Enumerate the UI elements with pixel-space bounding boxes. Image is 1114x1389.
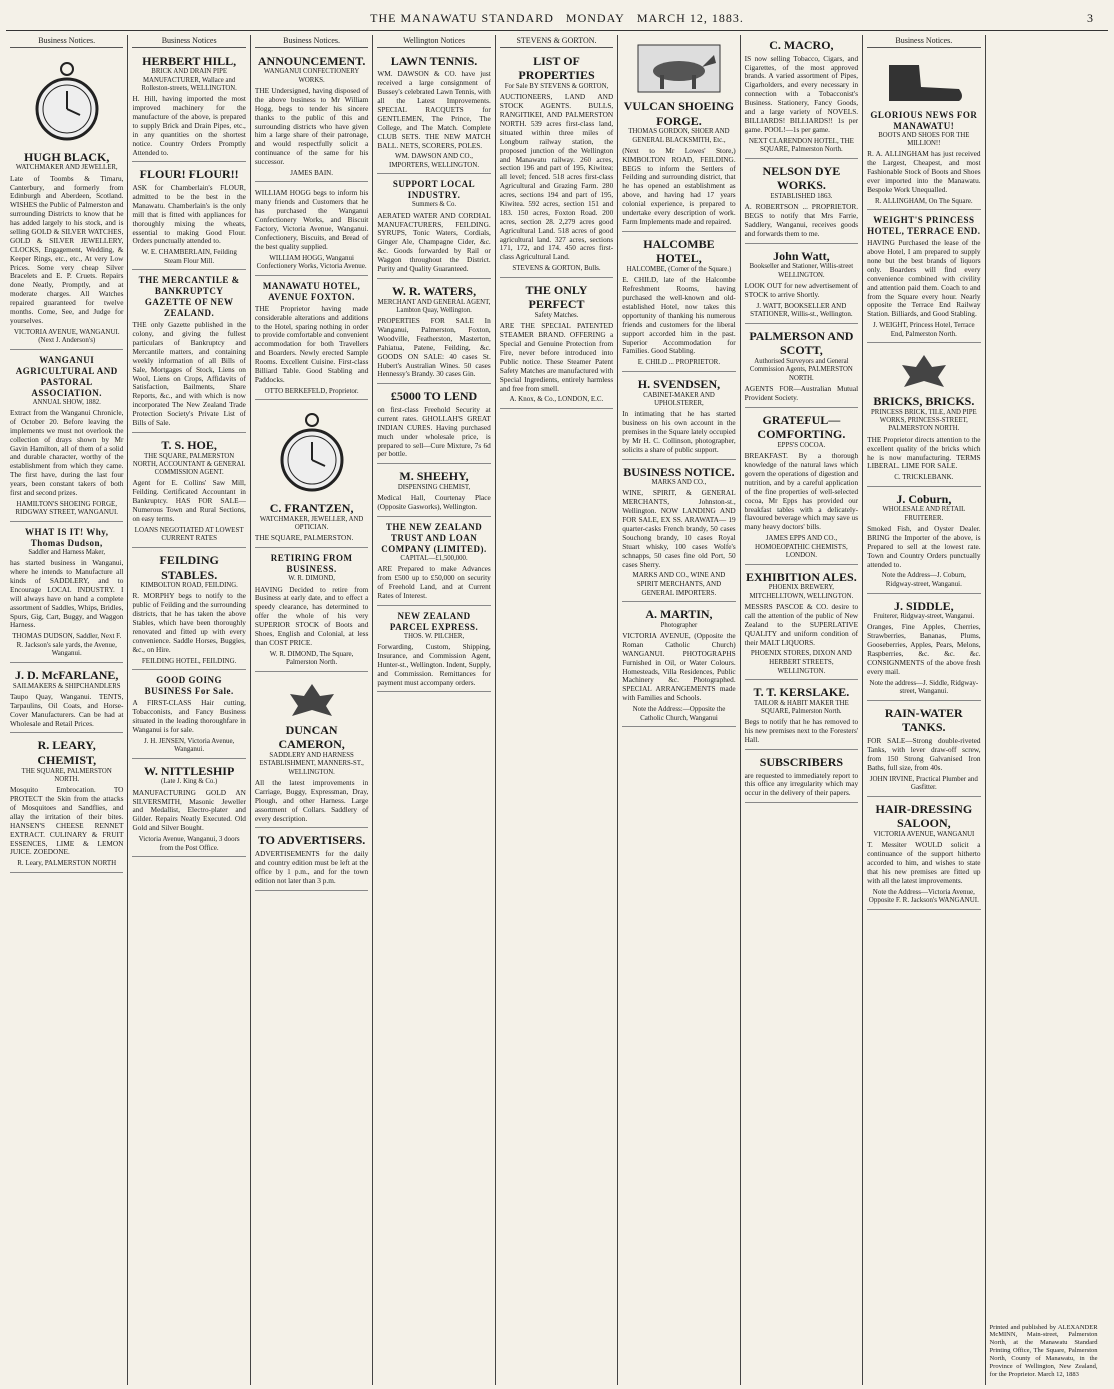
- advert-subtitle: BRICK AND DRAIN PIPE MANUFACTURER, Wallace and Rolleston-streets, WELLINGTON.: [141, 68, 237, 92]
- advert-subtitle: Summers & Co.: [412, 201, 457, 209]
- advertisement: [10, 352, 123, 522]
- advert-signature: OTTO BERKEFELD, Proprietor.: [264, 386, 359, 395]
- masthead-date: MARCH 12, 1883.: [636, 10, 744, 25]
- advert-body: All the latest improvements in Carriage, Buggy, Expressman, Dray, Plough, and other Harness. Large assortment of Collars. Saddlery of every description.: [254, 777, 369, 823]
- advert-subtitle: HALCOMBE, (Corner of the Square.): [626, 266, 732, 274]
- advertisement: [622, 462, 735, 603]
- advert-body: AUCTIONEERS, LAND AND STOCK AGENTS. BULLS, RANGITIKEI, AND PALMERSTON NORTH. 539 acres first-class land, situated within three miles of Longburn railway station, the proposed junction of the Wellington and Manawatu railway. 260 acres, section 196 and part of 195, Kiwitea; all level; fenced. 518 acres first-class Agricultural and Grazing Farm. 280 acres, sections 194 and part of 195, Kiwitea. 592 acres, section 151 and 183. 150 acres, Foxton Road. 200 acres, section 28. 2,279 acres good Agricultural Land. 518 acres of good agricultural land. 327 acres, sections 171, 172, and 174. 450 acres first-class Agricultural Land.: [499, 92, 614, 262]
- advertisement: [867, 345, 980, 487]
- advertisement: [255, 278, 368, 400]
- advert-signature: NEXT CLARENDON HOTEL, THE SQUARE, Palmerston North.: [748, 136, 854, 154]
- advertisement: [622, 604, 735, 727]
- advert-subtitle: THE SQUARE, PALMERSTON NORTH, ACCOUNTANT & GENERAL COMMISSION AGENT.: [132, 452, 246, 477]
- advert-body: WINE, SPIRIT, & GENERAL MERCHANTS, Johnston-st., Wellington. NOW LANDING AND FOR SALE, EX SS. ARAWATA— 19 quarter-casks French brandy, 50 cases Souchong brandy, 10 cases Royal Stuart whisky, 100 cases Wolfe's schnapps, 50 cases fine old Port, 50 cases Sherry.: [622, 488, 736, 569]
- advert-title: GOOD GOING BUSINESS For Sale.: [144, 675, 234, 697]
- advert-body: THE Proprietor having made considerable alterations and additions to the Hotel, sparing nothing in order to provide comfortable and convenient accommodation for both Travellers and Boarders. Newly erected Sample Rooms. Excellent Cuisine. First-class Billiard Table. Good Stabling and Paddocks.: [254, 303, 369, 384]
- advert-signature: R. ALLINGHAM, On The Square.: [874, 196, 973, 205]
- advert-signature: Note the address—J. Siddle, Ridgway-street, Wanganui.: [869, 678, 979, 696]
- advert-subtitle: BOOTS AND SHOES FOR THE MILLION!!: [878, 131, 970, 147]
- advert-title: RETIRING FROM BUSINESS.: [270, 553, 353, 575]
- advertisement: [745, 326, 858, 408]
- advert-illustration: [867, 57, 980, 107]
- advert-signature: J. H. JENSEN, Victoria Avenue, Wanganui.: [144, 736, 235, 754]
- advert-title: BRICKS, BRICKS.: [873, 394, 975, 409]
- advert-body: R. MORPHY begs to notify to the public of Feilding and the surrounding districts, that he has taken the above Stables, which have been thoroughly renovated and fitted up with every convenience. Saddle Horses, Buggies, &c., on Hire.: [132, 591, 246, 654]
- advert-body: ASK for Chamberlain's FLOUR, admitted to be the best in the Manawatu. Chamberlain's is the only mill that is fitted with appliances for thoroughly mixing the wheats, essential to making Good Flour. Orders punctually attended to.: [132, 183, 246, 246]
- advertisement: [255, 550, 368, 672]
- advert-subtitle: SADDLERY AND HARNESS ESTABLISHMENT, MANNERS-ST., WELLINGTON.: [259, 752, 364, 776]
- advert-title: RAIN-WATER TANKS.: [884, 705, 963, 735]
- advert-body: on first-class Freehold Security at current rates. GHOLLAH'S GREAT INDIAN CURES. Having purchased much under wholesale price, is prepared to sell—Cure Mixture, 7s 6d per bottle.: [377, 404, 491, 459]
- advertisement: [622, 374, 735, 460]
- advert-subtitle: ESTABLISHED 1863.: [770, 192, 833, 200]
- advert-subtitle: Authorised Surveyors and General Commission Agents, PALMERSTON NORTH.: [749, 358, 853, 382]
- column-header: Wellington Notices: [377, 35, 490, 48]
- advert-signature: STEVENS & GORTON, Bulls.: [512, 264, 601, 273]
- advertisement: [255, 51, 368, 183]
- advertisement: [745, 682, 858, 750]
- advert-title: £5000 TO LEND: [390, 389, 478, 404]
- advert-body: AERATED WATER AND CORDIAL MANUFACTURERS, FEILDING. SYRUPS, Tonic Waters, Cordials, Ginger Ale, Champagne Cider, &c. &c. Goods forwarded by Rail or Waggon throughout the District. Purity and Quality Guaranteed.: [377, 210, 491, 274]
- advert-title: John Watt,: [773, 248, 830, 263]
- advertisement: [10, 665, 123, 733]
- imprint: Printed and published by ALEXANDER McMINN, Main-street, Palmerston North, at the Manawatu Standard Printing Office, The Square, Palmerston North, County of Manawatu, in the Province of Wellington, New Zealand, for the Proprietor. March 12, 1883: [989, 1323, 1098, 1379]
- advert-subtitle: SAILMAKERS & SHIPCHANDLERS: [12, 682, 121, 690]
- boot-icon: [879, 57, 969, 107]
- advertisement: [377, 608, 490, 693]
- column-4: [373, 35, 495, 1385]
- advert-signature: JAMES BAIN.: [290, 168, 333, 177]
- column-2: [128, 35, 250, 1385]
- masthead: [6, 6, 1108, 31]
- column-header: Business Notices.: [255, 35, 368, 48]
- advert-title: C. FRANTZEN,: [269, 501, 354, 516]
- advert-body: THE SQUARE, PALMERSTON.: [254, 533, 354, 543]
- advert-title: DUNCAN CAMERON,: [278, 722, 345, 752]
- column-6: [618, 35, 740, 1385]
- advertisement: [10, 735, 123, 872]
- advertisement: [745, 752, 858, 803]
- advert-signature: W. E. CHAMBERLAIN, Feilding Steam Flour Mill.: [141, 248, 237, 265]
- advert-title: J. Coburn,: [896, 491, 952, 506]
- advert-body: THE Undersigned, having disposed of the above business to Mr William Hogg, begs to tender his sincere thanks to the public of this and surrounding districts who have given him a large share of their patronage, and would respectfully solicit a continuance of the same for his successor.: [254, 85, 369, 167]
- advert-title: J. D. McFARLANE,: [15, 667, 119, 682]
- advert-subtitle: THE SQUARE, PALMERSTON NORTH.: [21, 767, 112, 783]
- column-header: STEVENS & GORTON.: [500, 35, 613, 48]
- advert-subtitle: For Sale BY STEVENS & GORTON,: [504, 83, 609, 90]
- advert-engraving-icon: [277, 408, 347, 498]
- advert-subtitle: VICTORIA AVENUE, WANGANUI: [873, 830, 975, 838]
- advert-title: MANAWATU HOTEL, AVENUE FOXTON.: [262, 280, 361, 302]
- advertisement: [500, 51, 613, 278]
- advert-signature: Victoria Avenue, Wanganui, 3 doors from the Post Office.: [138, 835, 240, 852]
- advert-title: SUPPORT LOCAL INDUSTRY.: [392, 179, 476, 201]
- advert-signature: PHOENIX STORES, DIXON AND HERBERT STREETS, WELLINGTON.: [750, 649, 852, 675]
- advert-title: FEILDING STABLES.: [159, 552, 219, 582]
- advert-signature: FEILDING HOTEL, FEILDING.: [141, 656, 237, 665]
- advert-subtitle: Fruiterer, Ridgway-street, Wanganui.: [873, 613, 975, 621]
- column-7: [741, 35, 863, 1385]
- advertisement: [132, 272, 245, 433]
- advert-body: H. Hill, having imported the most improved machinery for the manufacture of the above, is prepared to supply Brick and Drain Pipes, etc., in any quantities on the shortest notice. Country Orders Promptly Attended to.: [132, 94, 246, 157]
- advert-subtitle: Photographer: [660, 621, 698, 629]
- advertisement: [132, 761, 245, 857]
- advert-signature: MARKS AND CO., WINE AND SPIRIT MERCHANTS, AND GENERAL IMPORTERS.: [632, 571, 726, 597]
- advert-body: ADVERTISEMENTS for the daily and country edition must be left at the office by 1 p.m., and for the town edition not later than 3 p.m.: [254, 849, 369, 885]
- advert-title: BUSINESS NOTICE.: [623, 464, 735, 479]
- advertisement: [377, 176, 490, 278]
- column-1: [6, 35, 128, 1385]
- advert-body: MESSRS PASCOE & CO. desire to call the attention of the public of New Zealand to the SUPERLATIVE QUALITY and uniform condition of their MALT LIQUORS.: [744, 602, 859, 647]
- advertisement: [10, 51, 123, 350]
- advert-body: R. A. ALLINGHAM has just received the Largest, Cheapest, and most Fashionable Stock of Boots and Shoes ever imported into the Manawatu. Bespoke Work Unequalled.: [867, 149, 981, 194]
- column-8: [863, 35, 985, 1385]
- advertisement: [867, 596, 980, 701]
- advert-subtitle: MARKS AND CO.,: [651, 479, 707, 487]
- advert-signature: JOHN IRVINE, Practical Plumber and Gasfitter.: [869, 774, 978, 792]
- advert-subtitle: ANNUAL SHOW, 1882.: [32, 398, 101, 406]
- advert-signature: Note the Address:—Opposite the Catholic Church, Wanganui: [632, 705, 726, 722]
- advert-title: J. SIDDLE,: [893, 598, 954, 613]
- advertisement: [377, 386, 490, 464]
- advert-body: Medical Hall, Courtenay Place (Opposite Gasworks), Wellington.: [377, 493, 491, 512]
- advert-subtitle: WATCHMAKER, JEWELLER, AND OPTICIAN.: [259, 515, 364, 532]
- column-header: Business Notices.: [867, 35, 980, 48]
- column-5: [496, 35, 618, 1385]
- advert-title: HALCOMBE HOTEL,: [643, 236, 715, 266]
- advert-title: PALMERSON AND SCOTT,: [749, 328, 854, 358]
- column-3: [251, 35, 373, 1385]
- advert-title: HUGH BLACK,: [24, 149, 110, 164]
- advertisement: [745, 35, 858, 159]
- advert-title: W. NITTLESHIP: [144, 763, 235, 778]
- advert-title: FLOUR! FLOUR!!: [139, 167, 239, 182]
- advert-body: ARE THE SPECIAL PATENTED STEAMER BRAND. OFFERING a Special and Genuine Protection from Fire, never before introduced into Public notice. These Steamer Patent Safety Matches are manufactured with Special Ingredients, entirely harmless and free from smell.: [499, 321, 614, 393]
- advert-subtitle: TAILOR & HABIT MAKER THE SQUARE, Palmerston North.: [754, 699, 849, 715]
- advert-title: GLORIOUS NEWS FOR MANAWATU!: [870, 109, 978, 131]
- advert-body: HAVING Decided to retire from Business at early date, and to effect a speedy clearance, has determined to offer the whole of his very SUPERIOR STOCK of Boots and Shoes, English and Colonial, at less than COST PRICE.: [254, 584, 369, 647]
- advert-subtitle: CABINET-MAKER AND UPHOLSTERER,: [643, 391, 715, 407]
- advert-title: EXHIBITION ALES.: [746, 569, 857, 584]
- advertisement: [867, 703, 980, 797]
- advert-signature: J. WATT, BOOKSELLER AND STATIONER, Willis-st., Wellington.: [750, 301, 853, 319]
- advert-subtitle: WATCHMAKER AND JEWELLER,: [15, 164, 118, 172]
- advertisement: [867, 489, 980, 594]
- advertisement: [745, 567, 858, 680]
- advert-subtitle: EPPS'S COCOA.: [777, 441, 826, 449]
- advert-title: A. MARTIN,: [645, 607, 713, 622]
- advert-illustration: [255, 408, 368, 498]
- advert-subtitle: PHOENIX BREWERY, MITCHELLTOWN, WELLINGTON.: [749, 584, 854, 600]
- advert-title: H. SVENDSEN,: [637, 376, 721, 391]
- advertisement: [745, 161, 858, 244]
- advert-title: LIST OF PROPERTIES: [518, 53, 595, 83]
- masthead-page: 3: [1087, 10, 1094, 25]
- advert-body: Forwarding, Custom, Shipping, Insurance, and Commission Agent, Hunter-st., Wellington. Indent, Supply, and Commission. Remittances for payment must accompany orders.: [377, 641, 491, 687]
- advert-body: PROPERTIES FOR SALE In Wanganui, Palmerston, Foxton, Woodville, Featherston, Masterton, Pahiatua, Patene, Feilding, &c. GOODS ON SALE: 40 cases St. Hubert's Australian Wines. 50 cases Hennessy's Brandy. 30 cases Gin.: [377, 316, 491, 379]
- advertisement: [377, 51, 490, 175]
- advert-signature: WM. DAWSON AND CO., IMPORTERS, WELLINGTON.: [388, 152, 480, 169]
- advert-body: are requested to immediately report to this office any irregularity which may occur in the delivery of their papers.: [744, 770, 859, 798]
- advert-body: FOR SALE—Strong double-riveted Tanks, with lever draw-off screw, from 150 Strong Galvanised Iron Baths, full size, from 40s.: [867, 736, 981, 772]
- advertisement: [255, 402, 368, 548]
- advert-body: AGENTS FOR—Australian Mutual Provident Society.: [744, 383, 859, 402]
- advert-title: WEIGHT'S PRINCESS HOTEL, TERRACE END.: [867, 215, 981, 237]
- column-header: Business Notices: [132, 35, 245, 48]
- advertisement: [622, 234, 735, 372]
- advert-subtitle: Bookseller and Stationer, Willis-street WELLINGTON.: [749, 263, 854, 279]
- advert-body: LOOK OUT for new advertisement of STOCK to arrive Shortly.: [744, 280, 859, 299]
- advert-subtitle: WHOLESALE AND RETAIL FRUITERER.: [882, 506, 966, 522]
- masthead-paper: THE MANAWATU STANDARD: [370, 10, 554, 25]
- advertisement: [867, 799, 980, 910]
- advertisement: [132, 435, 245, 548]
- advert-illustration: [622, 41, 735, 96]
- advert-signature: E. CHILD ... PROPRIETOR.: [637, 358, 721, 367]
- advert-body: E. CHILD, late of the Halcombe Refreshment Rooms, having purchased the well-known and old-established Hotel, now takes this opportunity of thanking his numerous friends and customers for the liberal support accorded him in the past. Superior Accommodation for Families. Good Stabling.: [622, 275, 736, 356]
- column-header: Business Notices.: [10, 35, 123, 48]
- advert-engraving-icon: [32, 57, 102, 147]
- advert-signature: Note the Address—Victoria Avenue, Opposite F. R. Jackson's WANGANUI.: [868, 887, 979, 905]
- advertisement: [10, 524, 123, 663]
- advert-title: LAWN TENNIS.: [390, 53, 478, 68]
- advert-body: Extract from the Wanganui Chronicle, of October 20. Before leaving the implements we must not overlook the collection of drays shown by Mr Gavin Hamilton, all of them of a solid and durable character, worthy of the establishment from which they came. The first have, during the last four years, been constant takers of both first and second prizes.: [10, 408, 124, 498]
- advertisement: [255, 830, 368, 890]
- advert-body: Agent for E. Collins' Saw Mill, Feilding. Certificated Accountant in Bankruptcy. HAS FOR SALE—Numerous Town and Rural Sections, on easy terms.: [132, 478, 246, 523]
- advert-body: BREAKFAST. By a thorough knowledge of the natural laws which govern the operations of digestion and nutrition, and by a careful application of the fine properties of well-selected cocoa, Mr Epps has provided our breakfast tables with a delicately-flavoured beverage which may save us many heavy doctors' bills.: [744, 451, 859, 532]
- advert-title: NEW ZEALAND PARCEL EXPRESS.: [389, 610, 479, 632]
- advert-title: HAIR-DRESSING SALOON,: [875, 801, 973, 831]
- advert-title: GRATEFUL—COMFORTING.: [757, 412, 846, 442]
- advert-title: SUBSCRIBERS: [759, 754, 844, 769]
- columns: [6, 35, 1108, 1385]
- advert-subtitle: Safety Matches.: [534, 311, 579, 319]
- advert-title: THE MERCANTILE & BANKRUPTCY GAZETTE OF NEW ZEALAND.: [138, 275, 240, 319]
- advert-title: VULCAN SHOEING FORGE.: [623, 99, 735, 128]
- advert-body: IS now selling Tobacco, Cigars, and Cigarettes, of the most approved brands. A varied assortment of Pipes, Cigarholders, and every necessary in connection with a Tobacconist's Business. Stationery, Fancy Goods, and a large variety of NOVELS. BILLIARDS! BILLIARDS!! 1s per game. POOL!—1s per game.: [744, 53, 859, 134]
- advert-title: R. LEARY, CHEMIST,: [37, 738, 97, 768]
- advertisement: [377, 519, 490, 606]
- advert-subtitle: KIMBOLTON ROAD, FEILDING.: [140, 582, 238, 590]
- advertisement: [745, 246, 858, 324]
- advert-subtitle: WANGANUI CONFECTIONERY WORKS.: [263, 68, 360, 84]
- advert-signature: Note the Address—J. Coburn, Ridgway-street, Wanganui.: [881, 571, 966, 588]
- advert-body: Late of Toombs & Timaru, Canterbury, and formerly from Edinburgh and Aberdeen, Scotland. WISHES the Public of Palmerston and surrounding Districts to know that he has added largely to his stock, and is selling GOLD & SILVER WATCHES, GOLD & SILVER JEWELLERY, CLOCKS, Engagement, Wedding, & Keeper Rings, etc., etc., At very Low Prices. Some very cheap Silver Bracelets and E. P. Cruets. Repairs done Neatly, Promptly, and at moderate charges. All Watches repaired guaranteed for twelve months. Come, See, and Judge for yourselves.: [10, 173, 124, 325]
- advert-signature: C. TRICKLEBANK.: [894, 473, 954, 482]
- column-9: [986, 35, 1108, 1385]
- advert-signature: WILLIAM HOGG, Wanganui Confectionery Works, Victoria Avenue.: [256, 253, 367, 271]
- advert-signature: J. WEIGHT, Princess Hotel, Terrace End, Palmerston North.: [873, 321, 975, 338]
- advertisement: [255, 184, 368, 275]
- advert-signature: LOANS NEGOTIATED AT LOWEST CURRENT RATES: [134, 525, 244, 543]
- advert-signature: THOMAS DUDSON, Saddler, Next F. R. Jackson's sale yards, the Avenue, Wanganui.: [12, 632, 122, 658]
- advert-signature: A. Knox, & Co., LONDON, E.C.: [509, 395, 604, 404]
- masthead-day: MONDAY: [565, 10, 625, 25]
- advert-signature: W. R. DIMOND, The Square, Palmerston North.: [269, 649, 354, 667]
- advert-title: TO ADVERTISERS.: [257, 833, 366, 848]
- advert-body: A. ROBERTSON ... PROPRIETOR. BEGS to notify that Mrs Farrie, Saddlery, Wanganui, receives goods and forwards them to me.: [744, 202, 859, 238]
- advertisement: [867, 51, 980, 210]
- advert-subtitle: DISPENSING CHEMIST,: [397, 483, 471, 491]
- advert-signature: HAMILTON'S SHOEING FORGE, RIDGWAY STREET, WANGANUI.: [15, 499, 119, 517]
- advert-body: THE Proprietor directs attention to the excellent quality of the bricks which he is now manufacturing. TERMS LIBERAL. LIME FOR SALE.: [867, 434, 981, 471]
- advert-subtitle: W. R. DIMOND,: [288, 575, 335, 583]
- advert-body: WM. DAWSON & CO. have just received a large consignment of Bussey's celebrated Lawn Tennis, with all the Latest Improvements. SPECIAL RACQUETS for GENTLEMEN, The Prince, The College, and The Match. Complete CLUB SETS. THE NEW MATCH BALL. NETS, SCORERS, POLES.: [377, 69, 491, 150]
- advertisement: [132, 164, 245, 270]
- advert-body: WILLIAM HOGG begs to inform his many friends and Customers that he has purchased the Wanganui Confectionery Works, and Biscuit Factory, Victoria Avenue, Wanganui. Confectionery, Biscuits, and Bread of the best quality supplied.: [254, 188, 369, 251]
- advertisement: [377, 281, 490, 384]
- advert-subtitle: (Late J. King & Co.): [161, 778, 218, 786]
- advert-subtitle: PRINCESS BRICK, TILE, AND PIPE WORKS, PRINCESS-STREET, PALMERSTON NORTH.: [871, 408, 977, 433]
- advert-title: C. MACRO,: [769, 38, 834, 52]
- advert-subtitle: THOMAS GORDON, SHOER AND GENERAL BLACKSMITH, Etc.,: [628, 128, 730, 144]
- advertisement: [132, 550, 245, 670]
- advert-body: ARE Prepared to make Advances from £500 up to £50,000 on security of Freehold Land, and at Current Rates of Interest.: [377, 564, 491, 600]
- advert-title: THE NEW ZEALAND TRUST AND LOAN COMPANY (LIMITED).: [381, 521, 487, 554]
- advert-illustration: [10, 57, 123, 147]
- advert-engraving-icon: [894, 351, 954, 391]
- advert-subtitle: CAPITAL—£1,500,000.: [400, 554, 468, 562]
- horse-icon: [634, 41, 724, 96]
- advert-body: VICTORIA AVENUE, (Opposite the Roman Catholic Church) WANGANUI. PHOTOGRAPHS Furnished in Oil, or Water Colours. Homesteads, Villa Residences, Public Machinery &c. Photographed. SPECIAL ARRANGEMENTS made with Families and Schools.: [622, 630, 736, 703]
- advertisement: [255, 674, 368, 829]
- advert-title: THE ONLY PERFECT: [525, 282, 588, 312]
- advert-body: Mosquito Embrocation. TO PROTECT the Skin from the attacks of Mosquitoes and Sandflies, and allay the irritation of their bites. HANSEN'S CHEESE RENNET EXTRACT. CULINARY & FRUIT ESSENCES, LIME & LEMON JUICE. ZOEDONE.: [10, 785, 124, 857]
- advert-body: A FIRST-CLASS Hair cutting, Tobacconists, and Fancy Business situated in the leading thoroughfare in Wanganui is for sale.: [132, 698, 246, 734]
- advert-body: Taupo Quay, Wanganui. TENTS, Tarpaulins, Oil Coats, and Horse-Cover Manufacturers. Can be had at Wholesale and Retail Prices.: [10, 691, 124, 728]
- advert-body: (Next to Mr Lowes' Store,) KIMBOLTON ROAD, FEILDING. BEGS to inform the Settlers of Feilding and surrounding district, that he has opened an establishment as above, and having had 17 years colonial experience, is prepared to undertake every description of work. Farm Implements made and repaired.: [622, 145, 736, 226]
- advert-subtitle: MERCHANT AND GENERAL AGENT, Lambton Quay, Wellington.: [377, 298, 491, 314]
- advert-body: has started business in Wanganui, where he intends to Manufacture all kinds of SADDLERY, and to Encourage LOCAL INDUSTRY. I will always have on hand a complete assortment of Saddles, Whips, Bridles, Spurs, Gig, Cart, Buggy, and Waggon Harness.: [10, 558, 124, 630]
- advert-body: MANUFACTURING GOLD AN SILVERSMITH, Masonic Jeweller and Medallist, Electro-plater and Gilder. Repairs Neatly Executed. Old Gold and Silver Bought.: [132, 787, 246, 833]
- advert-title: WANGANUI AGRICULTURAL AND PASTORAL ASSOCIATION.: [15, 354, 118, 398]
- advert-title: W. R. WATERS,: [391, 283, 477, 298]
- advert-signature: JAMES EPPS AND CO., HOMOEOPATHIC CHEMISTS, LONDON.: [755, 534, 848, 560]
- advert-body: Smoked Fish, and Oyster Dealer. BRING the Importer of the above, is Prepared to sell at the lowest rate. Town and Country Orders punctually attended to.: [867, 524, 981, 569]
- advert-title: T. T. KERSLAKE.: [753, 685, 850, 700]
- advert-title: T. S. HOE,: [161, 437, 217, 452]
- advertisement: [500, 280, 613, 409]
- advert-body: THE only Gazette published in the colony, and giving the fullest particulars of Bankruptcy and Mercantile matters, and containing weekly information of all Bills of Sale, Mortgages of Stock, Liens on Wool, Liens on Crops, Affidavits of Satisfaction, Bailments, Share Reports, &c., and with which is now incorporated The New Zealand Trade Protection Society's Private List of Bills of Sale.: [132, 320, 246, 428]
- advert-title: ANNOUNCEMENT.: [257, 53, 366, 68]
- advert-body: Begs to notify that he has removed to his new premises next to the Foresters' Hall.: [744, 717, 859, 745]
- advertisement: [132, 51, 245, 163]
- advertisement: [132, 672, 245, 759]
- advert-body: Oranges, Fine Apples, Cherries, Strawberries, Bananas, Plums, Gooseberries, Apples, Pears, Melons, Raspberries, &c. &c. &c. CONSIGNMENTS of the above fresh every mail.: [867, 622, 981, 676]
- advert-illustration: [867, 351, 980, 391]
- advert-body: HAVING Purchased the lease of the above Hotel, I am prepared to supply none but the best brands of liquors only. Boarders will find every convenience combined with civility and attention paid them. Coach to and from the Square every hour. Nearly opposite the Terrace End Railway Station. Billiards, and Good Stabling.: [867, 238, 981, 319]
- advert-subtitle: Saddler and Harness Maker,: [28, 548, 106, 556]
- advert-subtitle: THOS. W. PILCHER,: [403, 632, 465, 640]
- advertisement: [745, 410, 858, 565]
- advert-engraving-icon: [282, 680, 342, 720]
- advertisement: [867, 212, 980, 343]
- advert-title: WHAT IS IT! Why, Thomas Dudson,: [24, 526, 109, 548]
- advert-body: In intimating that he has started business on his own account in the premises in the Square lately occupied by Mr H. C. Collinson, photographer, solicits a share of public support.: [622, 409, 736, 454]
- advert-title: HERBERT HILL,: [142, 53, 237, 68]
- advert-title: M. SHEEHY,: [399, 469, 469, 484]
- advert-body: T. Messiter WOULD solicit a continuance of the support hitherto accorded to him, and wishes to state that his new premises are fitted up with all the latest improvements.: [867, 840, 981, 885]
- advert-title: NELSON DYE WORKS.: [762, 163, 841, 193]
- advertisement: [377, 466, 490, 517]
- advert-signature: R. Leary, PALMERSTON NORTH: [17, 859, 117, 868]
- advert-illustration: [255, 680, 368, 720]
- advertisement: [622, 35, 735, 232]
- advert-signature: VICTORIA AVENUE, WANGANUI. (Next J. Anderson's): [13, 327, 120, 345]
